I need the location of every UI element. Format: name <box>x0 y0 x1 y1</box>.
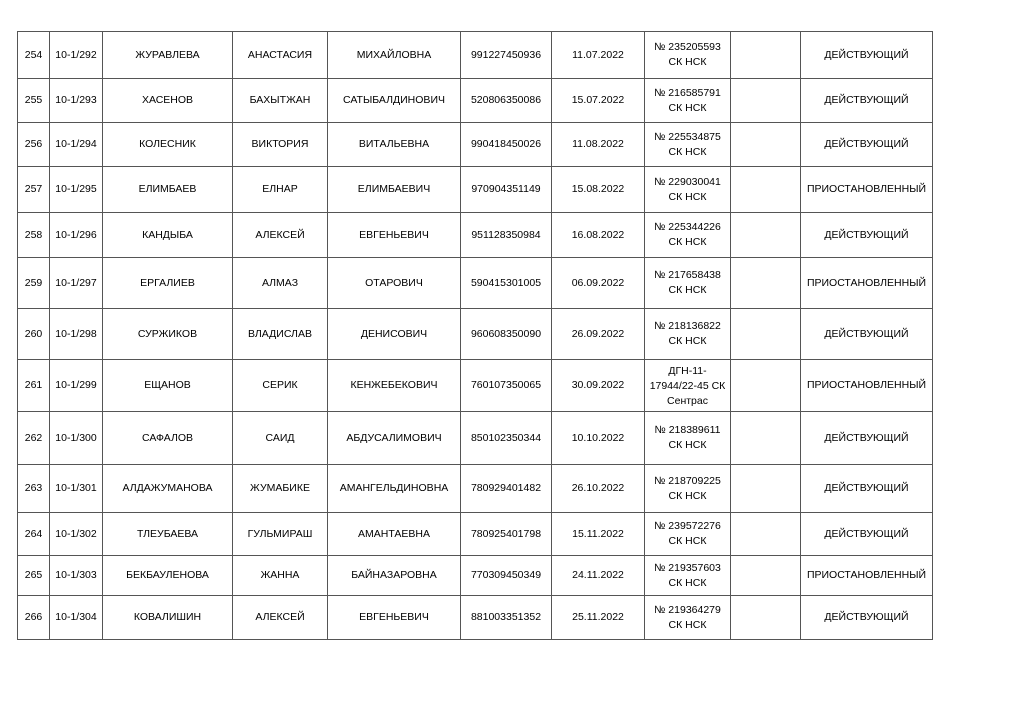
extra-cell <box>731 123 801 167</box>
table-body <box>18 32 933 640</box>
certificate-cell <box>645 556 731 596</box>
extra-cell <box>731 360 801 412</box>
certificate-line: № 235205593 <box>654 41 721 53</box>
certificate-cell <box>645 596 731 640</box>
middle-name: БАЙНАЗАРОВНА <box>328 556 461 596</box>
first-name: ГУЛЬМИРАШ <box>233 513 328 556</box>
issue-date: 11.07.2022 <box>552 32 645 79</box>
last-name: СУРЖИКОВ <box>103 309 233 360</box>
first-name: ВИКТОРИЯ <box>233 123 328 167</box>
last-name: КОЛЕСНИК <box>103 123 233 167</box>
registration-number: 10-1/303 <box>50 556 103 596</box>
table-row <box>18 167 933 213</box>
table-row <box>18 465 933 513</box>
extra-cell <box>731 556 801 596</box>
status-cell: ДЕЙСТВУЮЩИЙ <box>801 596 933 640</box>
row-number: 263 <box>18 465 50 513</box>
iin: 881003351352 <box>461 596 552 640</box>
certificate-line: СК НСК <box>668 56 707 68</box>
table-row <box>18 258 933 309</box>
table-row <box>18 596 933 640</box>
extra-cell <box>731 596 801 640</box>
certificate-line: СК НСК <box>668 145 707 158</box>
extra-cell <box>731 309 801 360</box>
certificate-cell <box>645 123 731 167</box>
issue-date: 15.11.2022 <box>552 513 645 556</box>
certificate-line: 17944/22-45 СК <box>649 379 726 392</box>
certificate-line: СК НСК <box>668 489 707 502</box>
status-cell: ПРИОСТАНОВЛЕННЫЙ <box>801 258 933 309</box>
certificate-line: № 225534875 <box>654 130 721 143</box>
last-name: ЖУРАВЛЕВА <box>103 32 233 79</box>
row-number: 261 <box>18 360 50 412</box>
registration-number: 10-1/304 <box>50 596 103 640</box>
middle-name: ВИТАЛЬЕВНА <box>328 123 461 167</box>
certificate-line: № 229030041 <box>654 175 721 188</box>
certificate-cell <box>645 412 731 465</box>
issue-date: 15.08.2022 <box>552 167 645 213</box>
certificate-line: СК НСК <box>668 576 707 589</box>
table-row <box>18 412 933 465</box>
first-name: БАХЫТЖАН <box>233 79 328 123</box>
iin: 780925401798 <box>461 513 552 556</box>
status-cell: ДЕЙСТВУЮЩИЙ <box>801 412 933 465</box>
first-name: АЛМАЗ <box>233 258 328 309</box>
certificate-line: СК НСК <box>668 284 707 296</box>
last-name: ЕЩАНОВ <box>103 360 233 412</box>
status-cell: ДЕЙСТВУЮЩИЙ <box>801 513 933 556</box>
first-name: АЛЕКСЕЙ <box>233 596 328 640</box>
extra-cell <box>731 258 801 309</box>
table-row <box>18 32 933 79</box>
registration-number: 10-1/296 <box>50 213 103 258</box>
registry-table <box>17 31 933 640</box>
registration-number: 10-1/300 <box>50 412 103 465</box>
last-name: АЛДАЖУМАНОВА <box>103 465 233 513</box>
extra-cell <box>731 465 801 513</box>
extra-cell <box>731 213 801 258</box>
extra-cell <box>731 32 801 79</box>
certificate-line: ДГН-11- <box>668 364 707 377</box>
certificate-line: СК НСК <box>668 236 707 248</box>
middle-name: АБДУСАЛИМОВИЧ <box>328 412 461 465</box>
status-cell: ДЕЙСТВУЮЩИЙ <box>801 465 933 513</box>
iin: 520806350086 <box>461 79 552 123</box>
iin: 951128350984 <box>461 213 552 258</box>
certificate-cell <box>645 79 731 123</box>
certificate-line: СК НСК <box>668 101 707 114</box>
status-cell: ДЕЙСТВУЮЩИЙ <box>801 309 933 360</box>
status-cell: ПРИОСТАНОВЛЕННЫЙ <box>801 360 933 412</box>
middle-name: САТЫБАЛДИНОВИЧ <box>328 79 461 123</box>
issue-date: 16.08.2022 <box>552 213 645 258</box>
registration-number: 10-1/298 <box>50 309 103 360</box>
registration-number: 10-1/293 <box>50 79 103 123</box>
iin: 960608350090 <box>461 309 552 360</box>
certificate-cell <box>645 32 731 79</box>
certificate-line: № 218136822 <box>654 320 721 332</box>
extra-cell <box>731 513 801 556</box>
issue-date: 30.09.2022 <box>552 360 645 412</box>
registration-number: 10-1/294 <box>50 123 103 167</box>
middle-name: АМАНТАЕВНА <box>328 513 461 556</box>
status-cell: ДЕЙСТВУЮЩИЙ <box>801 32 933 79</box>
row-number: 262 <box>18 412 50 465</box>
status-cell: ПРИОСТАНОВЛЕННЫЙ <box>801 167 933 213</box>
certificate-line: № 225344226 <box>654 221 721 233</box>
first-name: САИД <box>233 412 328 465</box>
registration-number: 10-1/297 <box>50 258 103 309</box>
row-number: 254 <box>18 32 50 79</box>
certificate-line: Сентрас <box>667 394 708 407</box>
last-name: САФАЛОВ <box>103 412 233 465</box>
first-name: СЕРИК <box>233 360 328 412</box>
row-number: 259 <box>18 258 50 309</box>
status-cell: ДЕЙСТВУЮЩИЙ <box>801 123 933 167</box>
certificate-cell <box>645 360 731 412</box>
table-row <box>18 513 933 556</box>
certificate-line: СК НСК <box>668 335 707 347</box>
iin: 990418450026 <box>461 123 552 167</box>
registration-number: 10-1/292 <box>50 32 103 79</box>
last-name: КОВАЛИШИН <box>103 596 233 640</box>
issue-date: 10.10.2022 <box>552 412 645 465</box>
middle-name: МИХАЙЛОВНА <box>328 32 461 79</box>
first-name: ВЛАДИСЛАВ <box>233 309 328 360</box>
middle-name: КЕНЖЕБЕКОВИЧ <box>328 360 461 412</box>
certificate-cell <box>645 213 731 258</box>
first-name: АНАСТАСИЯ <box>233 32 328 79</box>
extra-cell <box>731 167 801 213</box>
row-number: 260 <box>18 309 50 360</box>
first-name: ЕЛНАР <box>233 167 328 213</box>
iin: 850102350344 <box>461 412 552 465</box>
middle-name: АМАНГЕЛЬДИНОВНА <box>328 465 461 513</box>
certificate-line: СК НСК <box>668 439 707 451</box>
status-cell: ПРИОСТАНОВЛЕННЫЙ <box>801 556 933 596</box>
issue-date: 25.11.2022 <box>552 596 645 640</box>
last-name: КАНДЫБА <box>103 213 233 258</box>
iin: 780929401482 <box>461 465 552 513</box>
certificate-line: № 219364279 <box>654 603 721 616</box>
last-name: ЕРГАЛИЕВ <box>103 258 233 309</box>
issue-date: 15.07.2022 <box>552 79 645 123</box>
status-cell: ДЕЙСТВУЮЩИЙ <box>801 79 933 123</box>
certificate-line: СК НСК <box>668 618 707 631</box>
middle-name: ЕЛИМБАЕВИЧ <box>328 167 461 213</box>
certificate-line: № 217658438 <box>654 269 721 281</box>
issue-date: 26.10.2022 <box>552 465 645 513</box>
registration-number: 10-1/301 <box>50 465 103 513</box>
certificate-line: № 216585791 <box>654 86 721 99</box>
certificate-line: № 219357603 <box>654 561 721 574</box>
last-name: ЕЛИМБАЕВ <box>103 167 233 213</box>
issue-date: 26.09.2022 <box>552 309 645 360</box>
table-row <box>18 79 933 123</box>
first-name: АЛЕКСЕЙ <box>233 213 328 258</box>
issue-date: 24.11.2022 <box>552 556 645 596</box>
table-row <box>18 556 933 596</box>
iin: 770309450349 <box>461 556 552 596</box>
row-number: 266 <box>18 596 50 640</box>
row-number: 258 <box>18 213 50 258</box>
certificate-line: № 218709225 <box>654 474 721 487</box>
registration-number: 10-1/299 <box>50 360 103 412</box>
middle-name: ЕВГЕНЬЕВИЧ <box>328 596 461 640</box>
certificate-line: № 239572276 <box>654 520 721 532</box>
middle-name: ЕВГЕНЬЕВИЧ <box>328 213 461 258</box>
issue-date: 11.08.2022 <box>552 123 645 167</box>
table-row <box>18 309 933 360</box>
last-name: ТЛЕУБАЕВА <box>103 513 233 556</box>
row-number: 257 <box>18 167 50 213</box>
issue-date: 06.09.2022 <box>552 258 645 309</box>
middle-name: ОТАРОВИЧ <box>328 258 461 309</box>
last-name: БЕКБАУЛЕНОВА <box>103 556 233 596</box>
row-number: 265 <box>18 556 50 596</box>
certificate-line: СК НСК <box>668 190 707 203</box>
iin: 991227450936 <box>461 32 552 79</box>
certificate-line: № 218389611 <box>654 424 721 436</box>
certificate-cell <box>645 258 731 309</box>
table-row <box>18 213 933 258</box>
registration-number: 10-1/295 <box>50 167 103 213</box>
table-row <box>18 360 933 412</box>
iin: 590415301005 <box>461 258 552 309</box>
extra-cell <box>731 412 801 465</box>
certificate-cell <box>645 465 731 513</box>
certificate-cell <box>645 309 731 360</box>
table-row <box>18 123 933 167</box>
iin: 970904351149 <box>461 167 552 213</box>
certificate-line: СК НСК <box>668 535 707 547</box>
row-number: 256 <box>18 123 50 167</box>
middle-name: ДЕНИСОВИЧ <box>328 309 461 360</box>
extra-cell <box>731 79 801 123</box>
registration-number: 10-1/302 <box>50 513 103 556</box>
iin: 760107350065 <box>461 360 552 412</box>
first-name: ЖУМАБИКЕ <box>233 465 328 513</box>
certificate-cell <box>645 167 731 213</box>
row-number: 255 <box>18 79 50 123</box>
certificate-cell <box>645 513 731 556</box>
status-cell: ДЕЙСТВУЮЩИЙ <box>801 213 933 258</box>
last-name: ХАСЕНОВ <box>103 79 233 123</box>
row-number: 264 <box>18 513 50 556</box>
first-name: ЖАННА <box>233 556 328 596</box>
